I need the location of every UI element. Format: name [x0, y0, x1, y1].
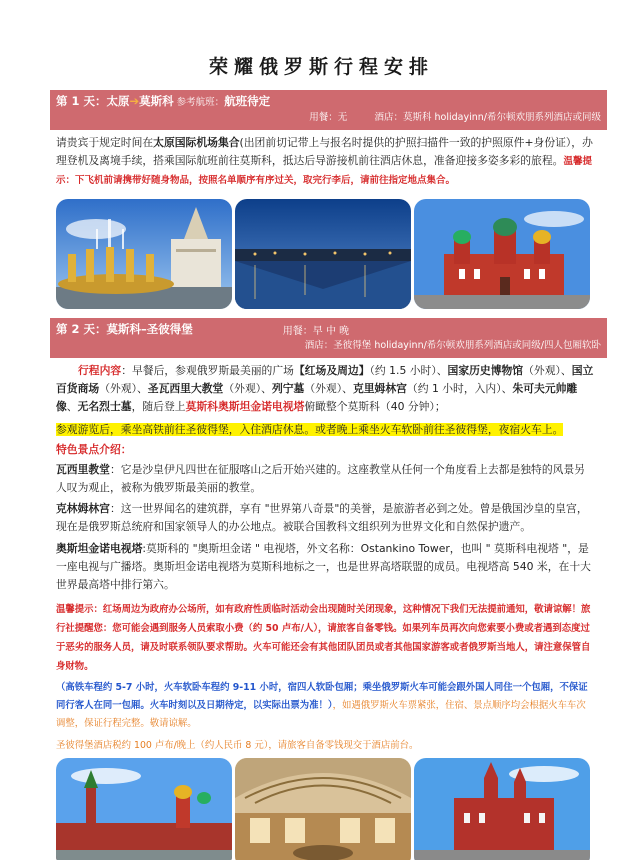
- arrow-icon: ➔: [129, 94, 140, 108]
- basil-title: 瓦西里教堂: [56, 463, 110, 476]
- features-label: 特色景点介绍：: [56, 443, 132, 456]
- day1-destination: 莫斯科: [139, 94, 174, 108]
- fountain-photo: [56, 199, 232, 309]
- lenin-tomb: 列宁墓: [271, 382, 305, 395]
- train-note-bold: （高铁车程约 5-7 小时，火车软卧车程约 9-11 小时，宿四人软卧包厢；乘坐俄罗斯火车可能会跟外国人同住一个包厢，不保证同行客人在同一包厢。火车时刻以及日期待定，以实际出票为准！）: [56, 682, 588, 711]
- history-museum: 国家历史博物馆: [447, 364, 524, 377]
- content-text: （约 1 小时，入内）、: [406, 382, 513, 395]
- content-text: （外观）、: [304, 382, 353, 395]
- red-square: 【红场及周边】: [293, 364, 370, 377]
- cathedral-photo: [414, 199, 590, 309]
- highlight-text: 参观游览后，乘坐高铁前往圣彼得堡，入住酒店休息。或者晚上乘坐火车软卧前往圣彼得堡，夜宿火车上。: [56, 423, 564, 436]
- day1-meals: 用餐：无: [309, 112, 348, 123]
- river-night-photo: [235, 199, 411, 309]
- ostankino-tower: 莫斯科奥斯坦金诺电视塔: [185, 400, 305, 413]
- day1-label: 第 1 天：太原: [56, 94, 130, 108]
- kremlin-desc: ：这一世界闻名的建筑群，享有 "世界第八奇景"的美誉，是旅游者必到之处。曾是俄国沙皇的皇宫，现在是俄罗斯总统府和国家领导人的办公地点。被联合国教科文组织列为世界文化和自然保护遗产。: [56, 502, 588, 533]
- content-text: ，随后登上: [131, 400, 186, 413]
- museum-photo: [414, 758, 590, 860]
- train-note-normal: ，如遇俄罗斯火车票紧张，住宿、景点顺序均会根据火车车次调整，保证行程完整。敬请谅解。: [56, 700, 586, 729]
- day1-description: [56, 134, 594, 190]
- kremlin-title: 克林姆林宫: [56, 502, 110, 515]
- warning-note: [56, 600, 594, 676]
- basil-desc: ：它是沙皇伊凡四世在征服喀山之后开始兴建的。这座教堂从任何一个角度看上去都是独特的风景另人叹为观止，被称为俄罗斯最美丽的教堂。: [56, 463, 586, 494]
- kremlin: 克里姆林宫: [352, 382, 407, 395]
- day2-content: [56, 362, 594, 416]
- day1-tip: 温馨提示：下飞机前请携带好随身物品，按照名单顺序有序过关，取完行李后，请前往指定地点集合。: [56, 156, 592, 186]
- day2-meals: 用餐：早 中 晚: [282, 326, 350, 337]
- kremlin-intro: [56, 500, 594, 536]
- zhukov-statue: 朱可夫元帅雕像: [56, 382, 578, 413]
- day1-desc-part2: (出团前切记带上与报名时提供的护照扫描件一致的护照原件+身份证），办理登机及离境手续，搭乘国际航班前往莫斯科，抵达后导游接机前往酒店休息，准备迎接多姿多彩的旅程。: [56, 136, 593, 167]
- day2-label: 第 2 天：莫斯科–圣彼得堡: [56, 322, 193, 336]
- gum-interior-photo: [235, 758, 411, 860]
- content-text: 俯瞰整个莫斯科（40 分钟）；: [304, 400, 446, 413]
- day1-hotel: 酒店：莫斯科 holidayinn/希尔顿欢朋系列酒店或同级: [374, 112, 601, 123]
- day1-flight-label: 参考航班：: [173, 97, 225, 108]
- basil-intro: [56, 461, 594, 497]
- content-text: 、: [66, 400, 78, 413]
- content-text: （约 1.5 小时）、: [369, 364, 448, 377]
- content-text: （外观）、: [523, 364, 572, 377]
- train-note: [56, 679, 594, 733]
- content-text: （外观）、: [99, 382, 148, 395]
- day1-desc-part1: 请贵宾于规定时间在: [56, 136, 154, 149]
- tower-title: 奥斯坦金诺电视塔: [56, 542, 143, 555]
- gum-store: 国立百货商场: [56, 364, 594, 395]
- tower-intro: [56, 540, 594, 594]
- day2-hotel: 酒店：圣彼得堡 holidayinn/希尔顿欢朋系列酒店或同级/四人包厢软卧: [304, 340, 601, 351]
- page-title: 荣耀俄罗斯行程安排: [208, 56, 434, 78]
- warning-text: 温馨提示：红场周边为政府办公场所，如有政府性质临时活动会出现随时关闭现象，这种情况下我们无法提前通知，敬请谅解！旅行社提醒您：您可能会遇到服务人员索取小费（约 50 卢布/人），请旅客自备零钱。如果列车员再次向您索要小费或者遇到态度过于恶劣的服务人员，请及时联系领队要求帮助。火车可能还会有其他团队团员或者其他国家游客或者俄罗斯当地人，请注意保管自身财物。: [56, 604, 591, 672]
- day2-header: [50, 318, 607, 358]
- content-label: 行程内容: [78, 364, 122, 377]
- photo-row-2: [56, 758, 590, 860]
- tower-desc: :莫斯科的 "奥斯坦金诺 " 电视塔，外文名称：Ostankino Tower，也叫 " 莫斯科电视塔 "，是一座电视与广播塔。奥斯坦金诺电视塔为莫斯科地标之一，也是世界高塔联盟的成员。电视塔高 540 米，在十大世界最高塔中排行第六。: [56, 542, 591, 591]
- tax-note: [56, 737, 594, 755]
- unknown-soldier-tomb: 无名烈士墓: [77, 400, 132, 413]
- day2-highlight: [56, 421, 594, 439]
- day1-header: [50, 90, 607, 130]
- features-section: [56, 441, 594, 459]
- day1-flight-value: 航班待定: [224, 94, 271, 108]
- content-text: ：早餐后，参观俄罗斯最美丽的广场: [121, 364, 294, 377]
- kremlin-photo: [56, 758, 232, 860]
- basil-cathedral: 圣瓦西里大教堂: [147, 382, 224, 395]
- tax-text: 圣彼得堡酒店税约 100 卢布/晚上（约人民币 8 元），请旅客自备零钱现交于酒店前台。: [56, 740, 419, 751]
- photo-row-1: [56, 199, 590, 309]
- day1-desc-bold: 太原国际机场集合: [153, 136, 240, 149]
- content-text: （外观）、: [223, 382, 272, 395]
